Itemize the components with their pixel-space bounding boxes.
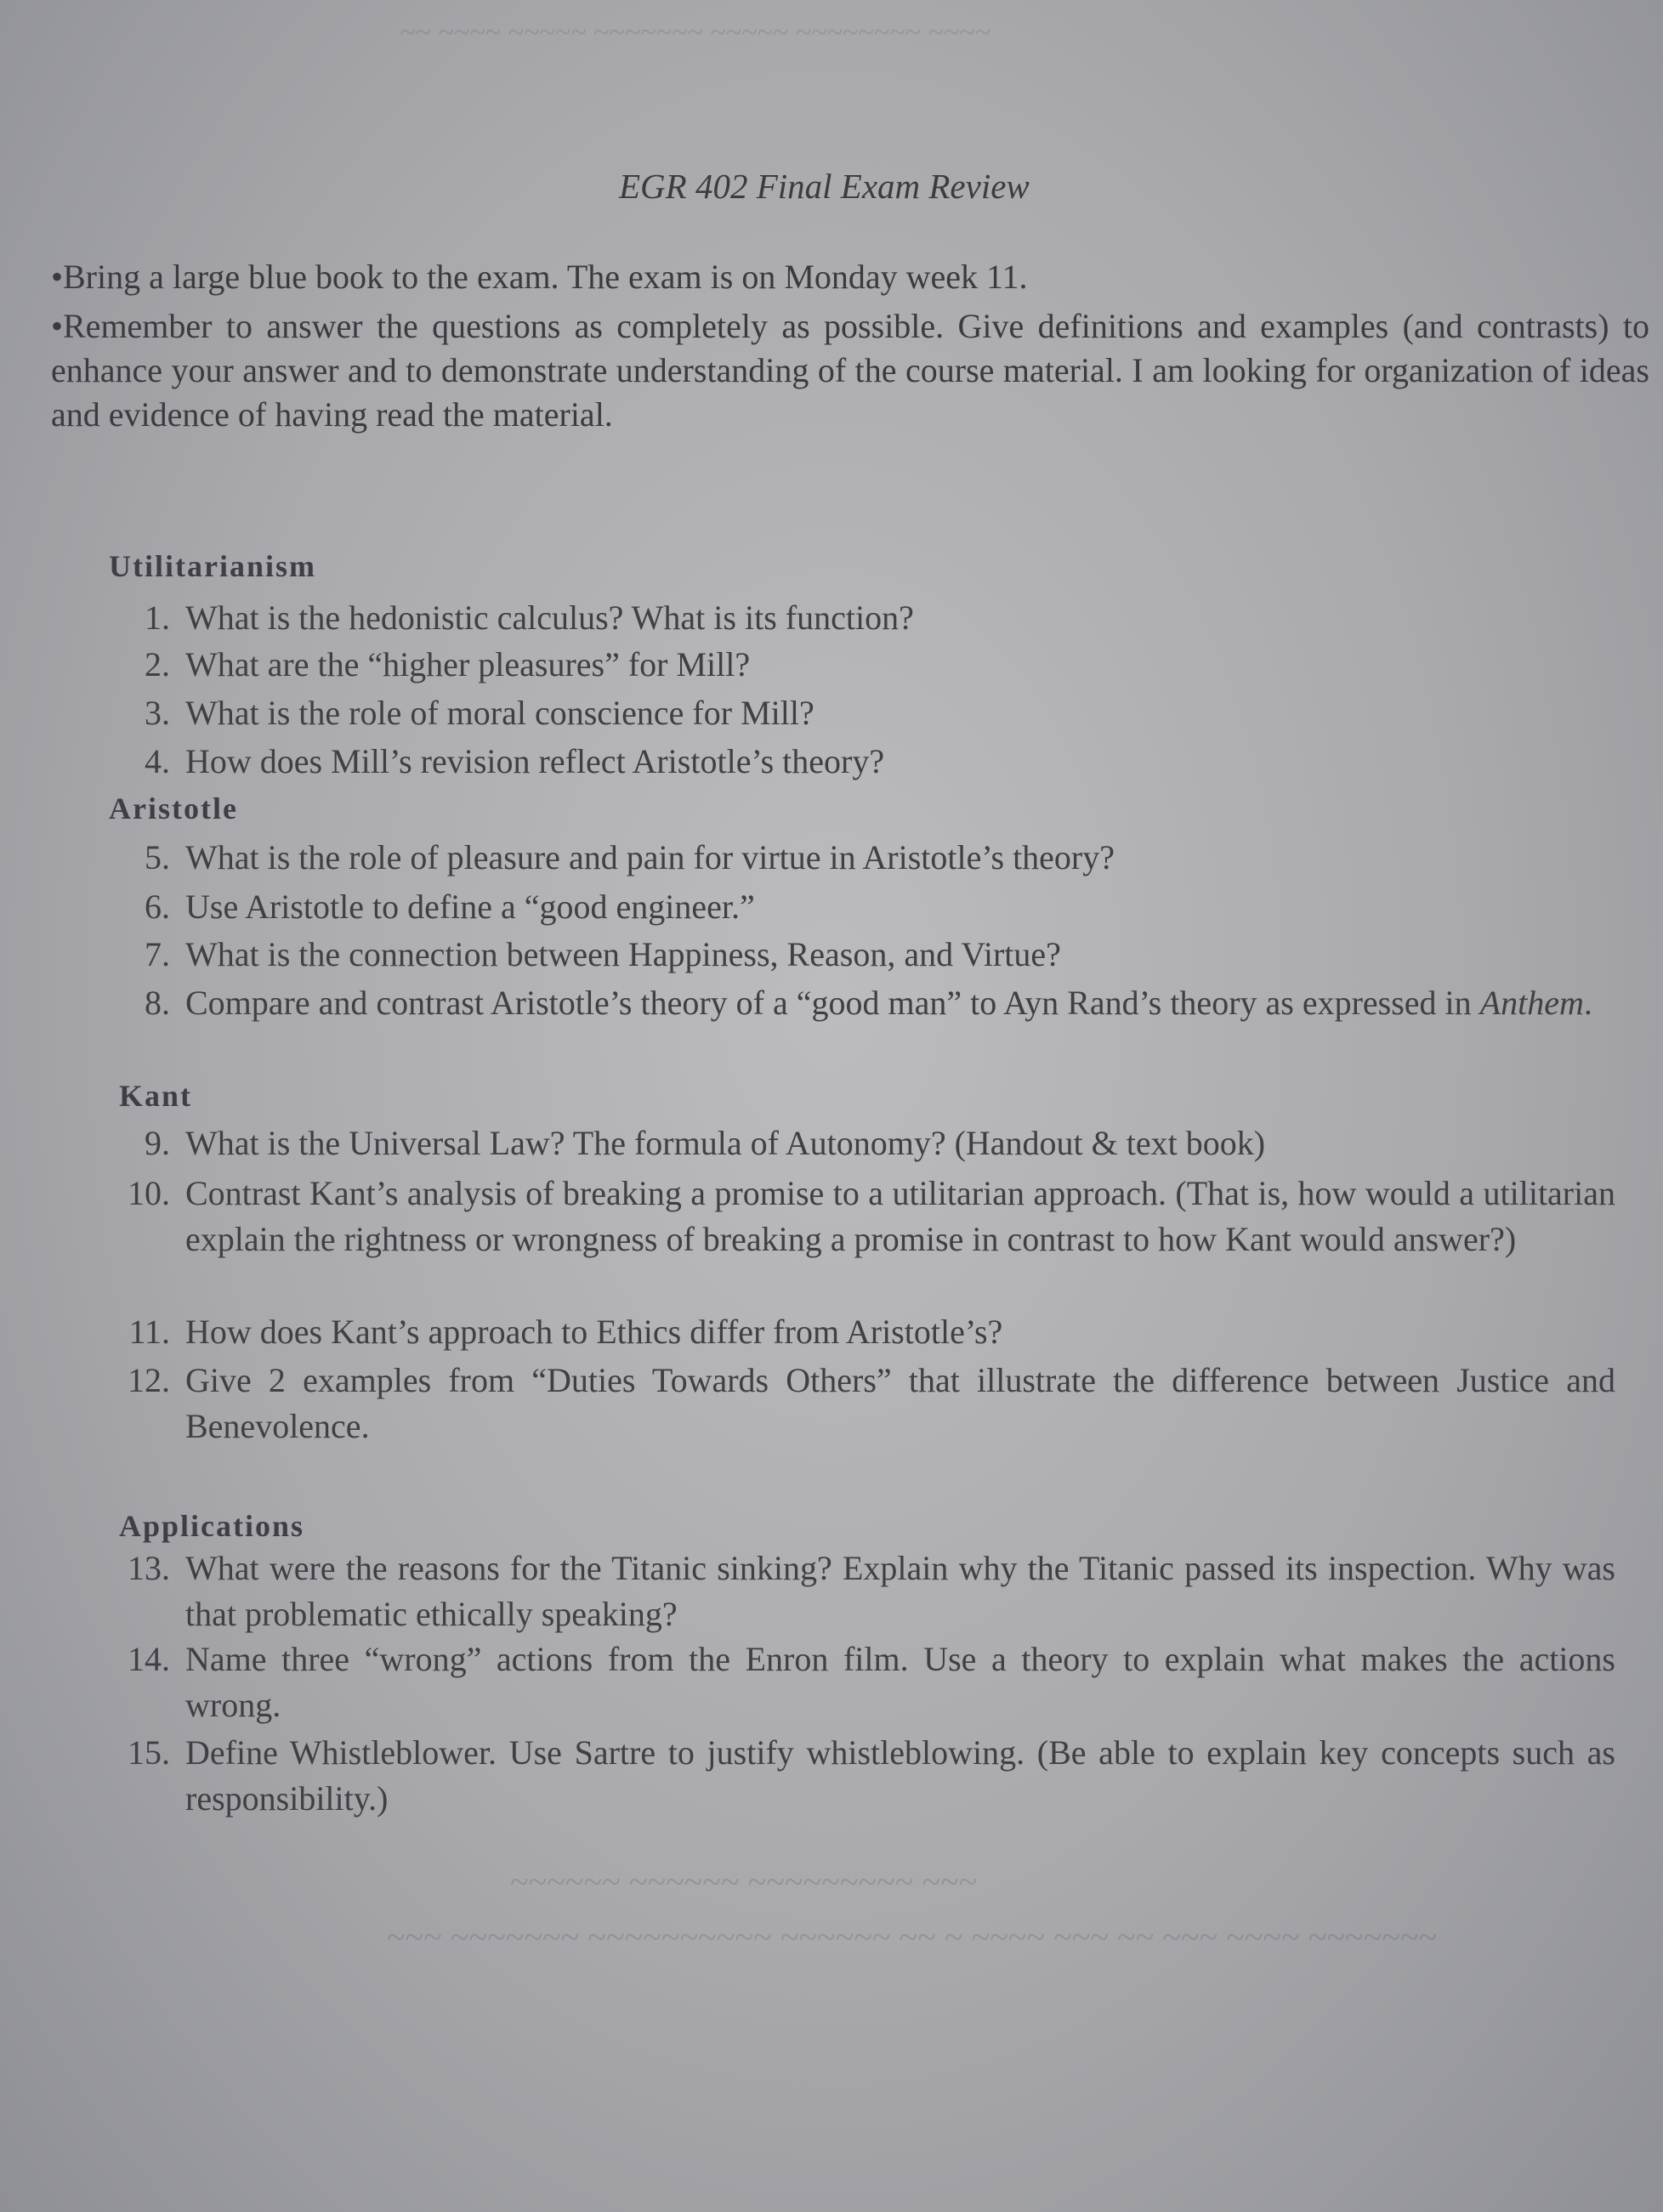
section-heading-kant: Kant xyxy=(119,1079,193,1113)
bleed-through-text: ~~~~~~ ~~~~~~ ~~~~~~~~~ ~~~ xyxy=(510,1863,978,1901)
question-number: 15. xyxy=(128,1733,170,1772)
question-number: 7. xyxy=(145,935,170,973)
question-text: What is the connection between Happiness, Reason, and Virtue? xyxy=(185,935,1061,973)
question-text: Define Whistleblower. Use Sartre to justify whistleblowing. (Be able to explain key concepts such as responsibility.) xyxy=(185,1733,1615,1818)
question-text: What is the Universal Law? The formula of Autonomy? (Handout & text book) xyxy=(185,1124,1266,1162)
question-text: How does Mill’s revision reflect Aristotle’s theory? xyxy=(185,742,885,780)
question-number: 8. xyxy=(145,984,170,1022)
question-text xyxy=(185,980,1615,1026)
question-item xyxy=(111,1730,1615,1822)
question-item xyxy=(111,1171,1615,1262)
question-number: 11. xyxy=(128,1313,170,1351)
question-number: 4. xyxy=(145,742,170,780)
question-number: 9. xyxy=(145,1124,170,1162)
question-number: 6. xyxy=(145,888,170,926)
question-number: 14. xyxy=(128,1640,170,1678)
question-item xyxy=(111,642,1556,688)
question-text: What is the role of pleasure and pain for virtue in Aristotle’s theory? xyxy=(185,838,1115,876)
question-text: Contrast Kant’s analysis of breaking a promise to a utilitarian approach. (That is, how would a utilitarian explain the rightness or wrongness of breaking a promise in contrast to how Kant would answer?) xyxy=(185,1174,1615,1258)
bleed-through-text: ~~~ ~~~~~~~ ~~~~~~~~~~ ~~~~~~ ~~ ~ ~~~~ ~~~ ~~ ~~~ ~~~~ ~~~~~~~ xyxy=(387,1918,1438,1956)
question-number: 13. xyxy=(128,1549,170,1587)
question-item xyxy=(111,1309,1615,1355)
question-item xyxy=(111,884,1598,930)
question-text: What were the reasons for the Titanic sinking? Explain why the Titanic passed its inspection. Why was that problematic ethically speaking? xyxy=(185,1549,1615,1633)
question-item xyxy=(111,1636,1615,1728)
question-number: 5. xyxy=(145,838,170,876)
question-item xyxy=(111,1546,1615,1637)
instruction-answer-completely: •Remember to answer the questions as completely as possible. Give definitions and examples (and contrasts) to enhance your answer and to demonstrate understanding of the course material. I am looking for organization of ideas and evidence of having read the material. xyxy=(51,307,1649,434)
question-item xyxy=(111,835,1598,881)
page-title: EGR 402 Final Exam Review xyxy=(619,167,1030,206)
question-text: What is the role of moral conscience for Mill? xyxy=(185,694,814,732)
question-item xyxy=(111,690,1556,736)
section-heading-utilitarianism: Utilitarianism xyxy=(109,549,316,583)
question-text: Give 2 examples from “Duties Towards Others” that illustrate the difference between Justice and Benevolence. xyxy=(185,1361,1615,1445)
question-text: Use Aristotle to define a “good engineer.” xyxy=(185,888,755,926)
question-number: 10. xyxy=(128,1174,170,1212)
question-number: 2. xyxy=(145,645,170,683)
question-item xyxy=(111,980,1615,1026)
question-item xyxy=(111,739,1556,785)
section-heading-applications: Applications xyxy=(119,1509,305,1543)
question-number: 1. xyxy=(145,598,170,637)
question-item xyxy=(111,932,1598,978)
question-text-end: . xyxy=(1583,984,1592,1022)
question-text: What is the hedonistic calculus? What is its function? xyxy=(185,598,914,637)
question-text: How does Kant’s approach to Ethics differ from Aristotle’s? xyxy=(185,1313,1003,1351)
question-text: Name three “wrong” actions from the Enron film. Use a theory to explain what makes the actions wrong. xyxy=(185,1640,1615,1724)
instruction-blue-book: •Bring a large blue book to the exam. The exam is on Monday week 11. xyxy=(51,258,1028,296)
section-heading-aristotle: Aristotle xyxy=(109,791,238,825)
bleed-through-text: ~~ ~~~~ ~~~~~ ~~~~~~~ ~~~~~ ~~~~~~~~ ~~~~ xyxy=(400,17,990,48)
question-item xyxy=(111,1120,1615,1166)
question-number: 3. xyxy=(145,694,170,732)
book-title-anthem: Anthem xyxy=(1479,984,1584,1022)
question-number: 12. xyxy=(128,1361,170,1399)
question-text: What are the “higher pleasures” for Mill? xyxy=(185,645,751,683)
question-text-main: Compare and contrast Aristotle’s theory of a “good man” to Ayn Rand’s theory as expressed in xyxy=(185,984,1480,1022)
question-item xyxy=(111,595,1556,641)
question-item xyxy=(111,1358,1615,1449)
